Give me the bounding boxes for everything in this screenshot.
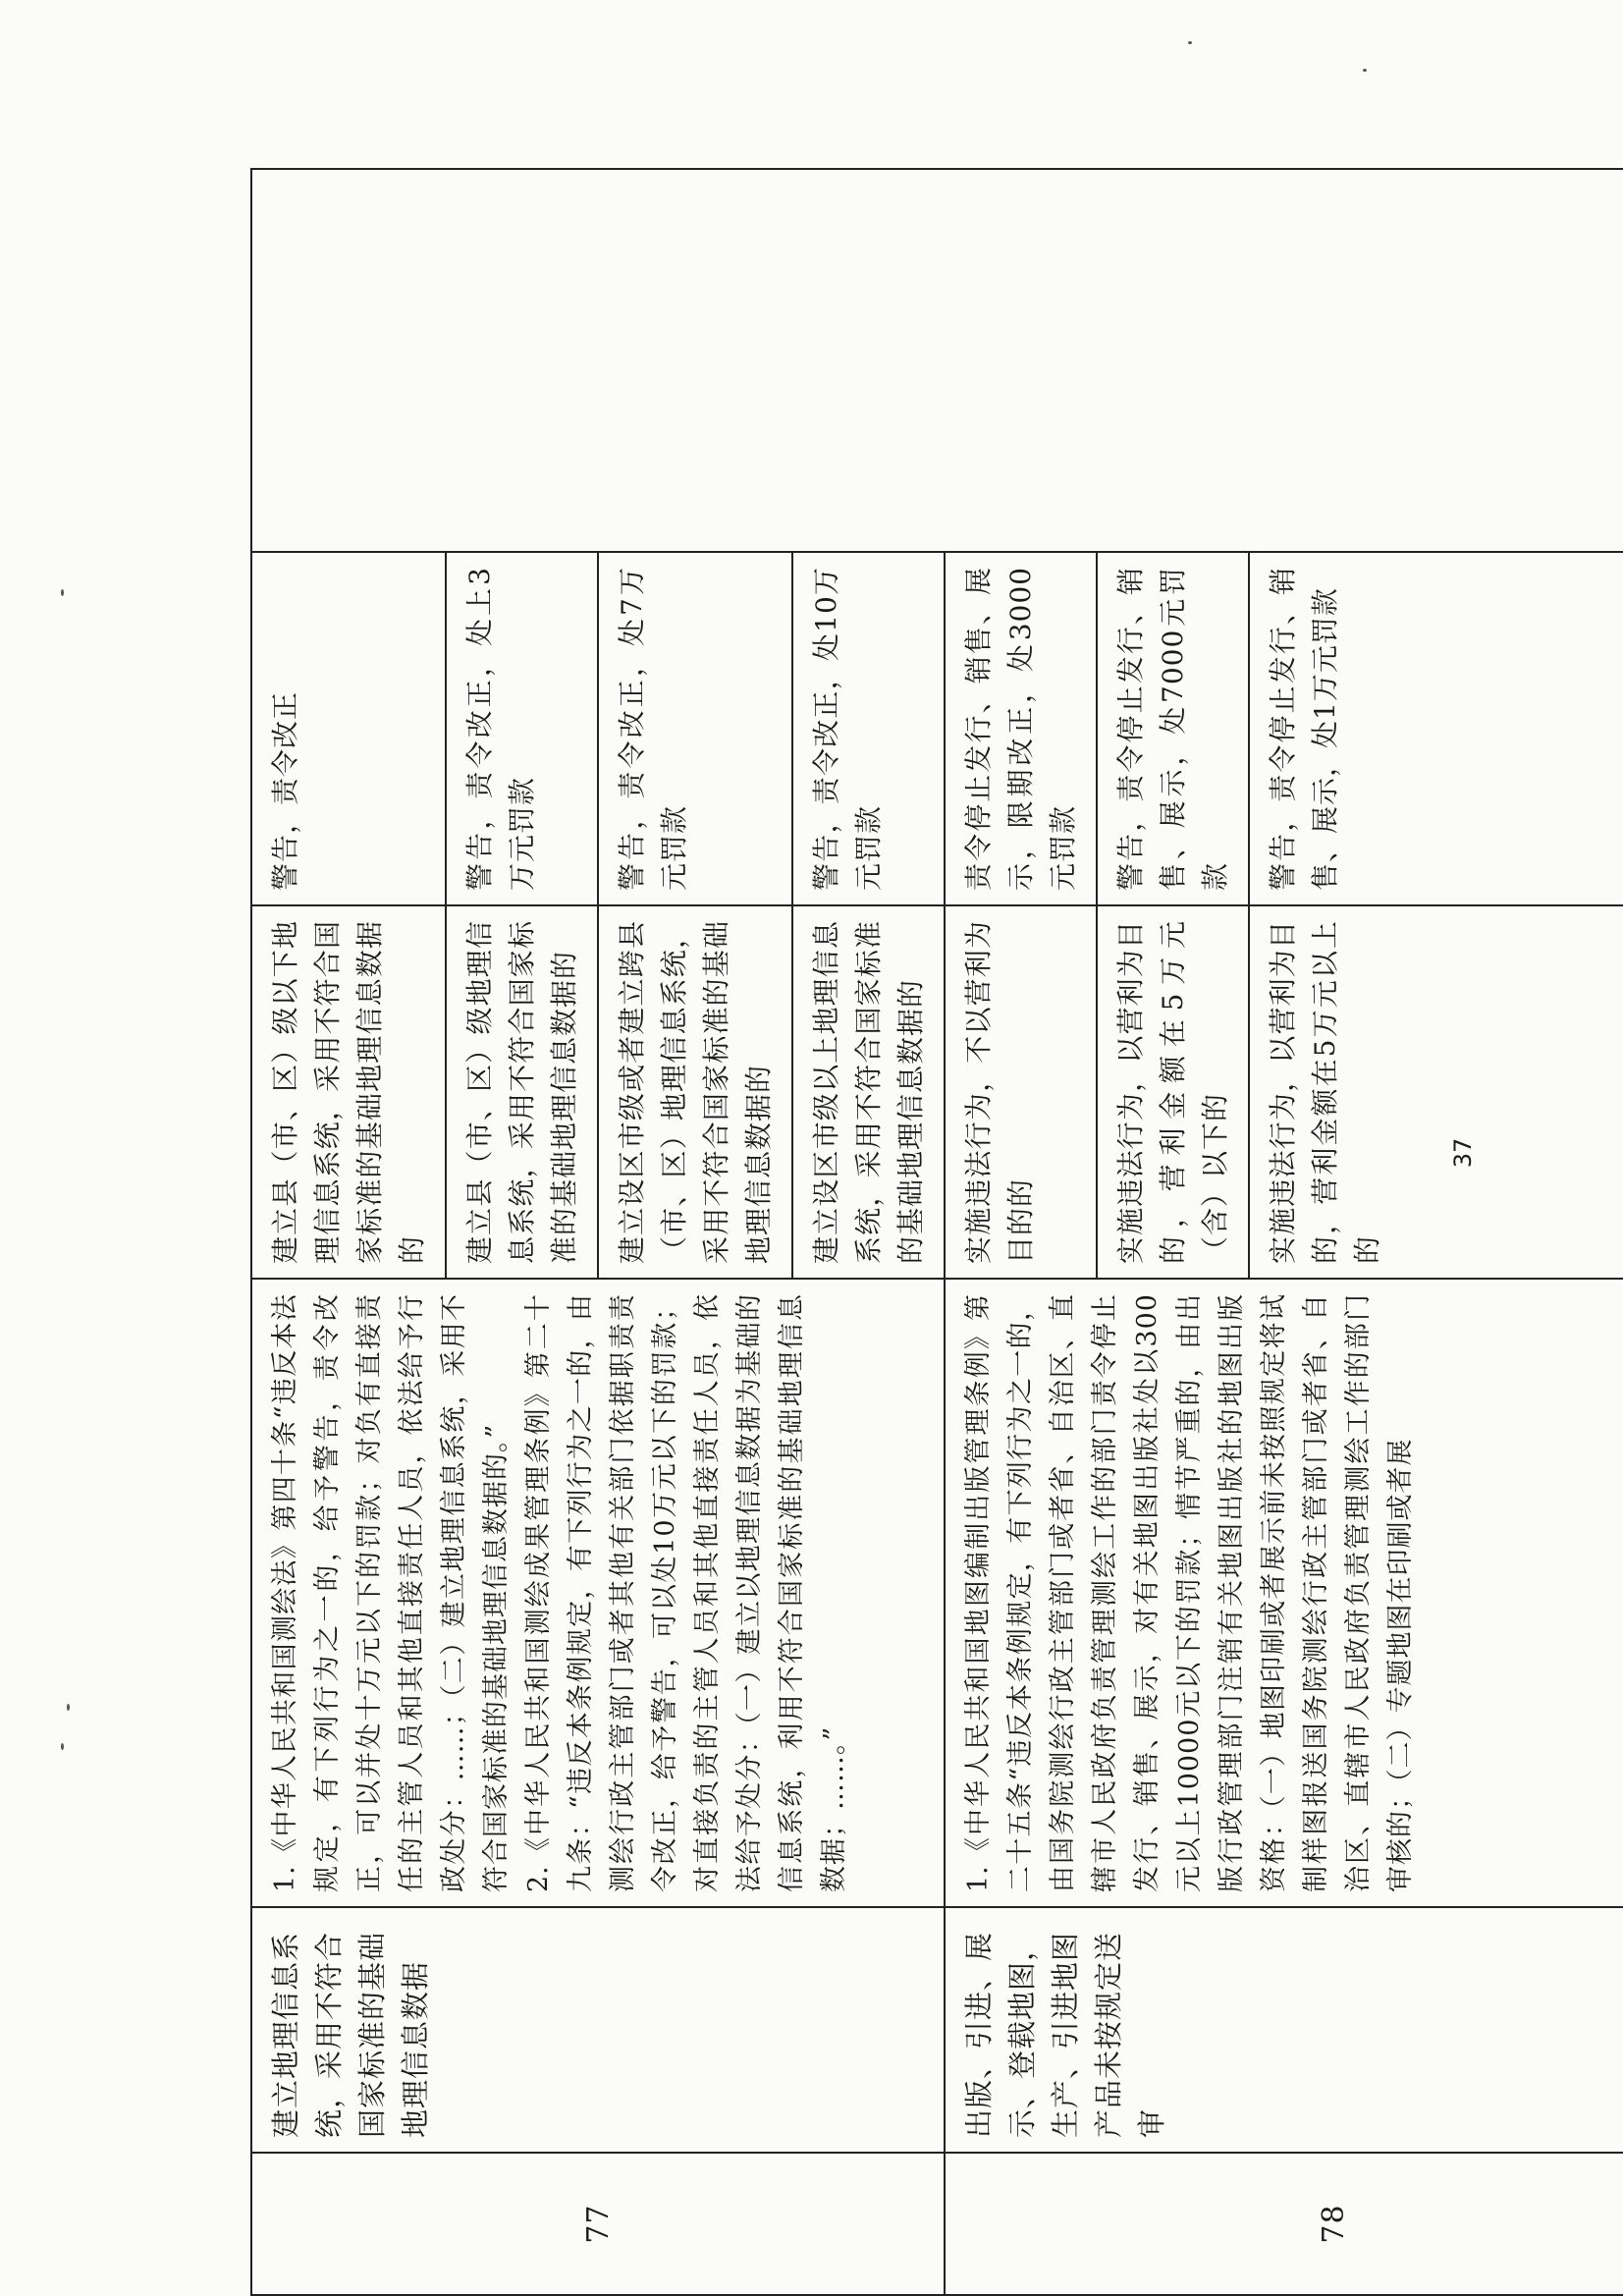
penalty-77-3: 警告，责令改正，处7万元罚款 [598,552,792,905]
condition-77-4: 建立设区市级以上地理信息系统，采用不符合国家标准的基础地理信息数据的 [792,905,945,1279]
row-number-77: 77 [251,2153,945,2295]
violation-item-77: 建立地理信息系统，采用不符合国家标准的基础地理信息数据 [251,1907,945,2153]
table-row-77-a [251,169,446,2295]
penalty-78-1: 责令停止发行、销售、展示，限期改正，处3000元罚款 [945,552,1097,905]
page-number: 37 [1449,1137,1477,1169]
scan-speck [61,1743,64,1750]
condition-77-1: 建立县（市、区）级以下地理信息系统，采用不符合国家标准的基础地理信息数据的 [251,905,446,1279]
penalty-78-2: 警告，责令停止发行、销售、展示，处7000元罚款 [1097,552,1249,905]
rotated-table [250,170,1416,2296]
scan-speck [61,589,64,596]
penalty-77-4: 警告，责令改正，处10万元罚款 [792,552,945,905]
scan-speck [67,1704,70,1711]
violation-item-78: 出版、引进、展示、登载地图，生产、引进地图产品未按规定送审 [945,1907,1623,2153]
legal-basis-paragraph: 1.《中华人民共和国测绘法》第四十条“违反本法规定，有下列行为之一的，给予警告，责令改正，可以并处十万元以下的罚款；对负有直接责任的主管人员和其他直接责任人员，依法给予行政处分：……；（二）建立地理信息系统，采用不符合国家标准的基础地理信息数据的。” [270,1293,512,1892]
legal-basis-77 [251,1279,945,1907]
legal-basis-paragraph: 1.《中华人民共和国地图编制出版管理条例》第二十五条“违反本条例规定，有下列行为之一的，由国务院测绘行政主管部门或者省、自治区、直辖市人民政府负责管理测绘工作的部门责令停止发行、销售、展示，对有关地图出版社处以300元以上10000元以下的罚款；情节严重的，由出版行政管理部门注销有关地图出版社的地图出版资格：（一）地图印刷或者展示前未按照规定将试制样图报送国务院测绘行政主管部门或者省、自治区、直辖市人民政府负责管理测绘工作的部门审核的；（二）专题地图在印刷或者展 [963,1293,1416,1892]
legal-basis-paragraph: 2.《中华人民共和国测绘成果管理条例》第二十九条：“违反本条例规定，有下列行为之一的，由测绘行政主管部门或者其他有关部门依据职责责令改正，给予警告，可以处10万元以下的罚款；对直接负责的主管人员和其他直接责任人员，依法给予处分：（一）建立以地理信息数据为基础的信息系统，利用不符合国家标准的基础地理信息数据；……。” [523,1293,849,1892]
row-number-78: 78 [945,2153,1623,2295]
condition-77-2: 建立县（市、区）级地理信息系统，采用不符合国家标准的基础地理信息数据的 [446,905,598,1279]
scan-speck [1363,69,1367,72]
penalty-77-1: 警告，责令改正 [251,552,446,905]
blank-column [251,169,1623,552]
penalty-standard-table-rotated [250,168,1623,2296]
condition-78-1: 实施违法行为，不以营利为目的的 [945,905,1097,1279]
condition-78-3: 实施违法行为，以营利为目的，营利金额在5万元以上的 [1249,905,1623,1279]
scan-speck [1188,41,1192,44]
condition-78-2: 实施违法行为，以营利为目的，营利金额在5万元（含）以下的 [1097,905,1249,1279]
condition-77-3: 建立设区市级或者建立跨县（市、区）地理信息系统，采用不符合国家标准的基础地理信息数据的 [598,905,792,1279]
penalty-77-2: 警告，责令改正，处上3万元罚款 [446,552,598,905]
penalty-78-3: 警告，责令停止发行、销售、展示，处1万元罚款 [1249,552,1623,905]
legal-basis-78 [945,1279,1623,1907]
